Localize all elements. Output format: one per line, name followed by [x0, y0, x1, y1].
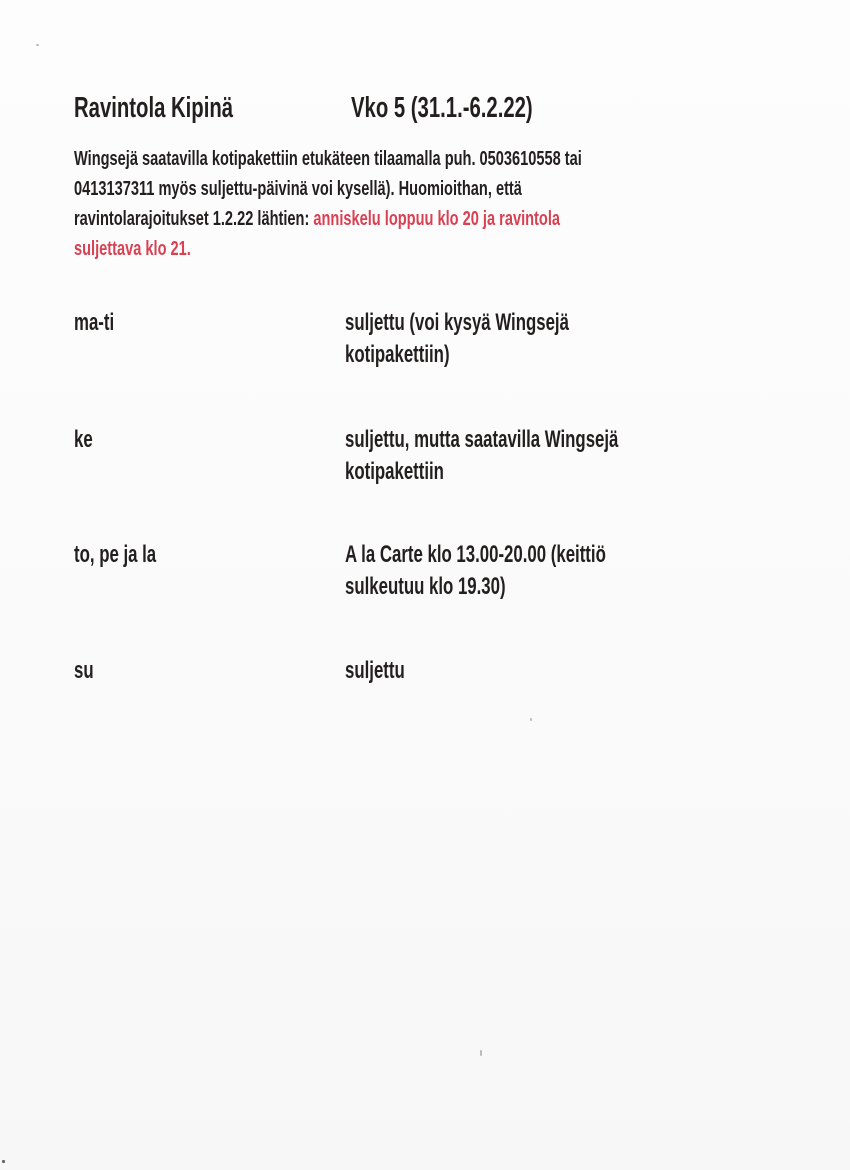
schedule-text: suljettu, mutta saatavilla Wingsejä: [345, 426, 619, 453]
schedule-text: suljettu (voi kysyä Wingsejä: [345, 309, 569, 336]
scan-speck: [480, 1050, 482, 1056]
intro-line: [74, 144, 734, 174]
intro-plain-text: ravintolarajoitukset 1.2.22 lähtien:: [74, 208, 314, 230]
intro-line-text: Wingsejä saatavilla kotipakettiin etukäteen tilaamalla puh. 0503610558 tai: [74, 148, 582, 170]
week-label: Vko 5 (31.1.-6.2.22): [351, 92, 533, 124]
intro-line-text: [74, 204, 560, 234]
schedule-text: kotipakettiin: [345, 458, 444, 485]
intro-line: [74, 234, 734, 264]
schedule-day: ke: [74, 426, 93, 453]
schedule-text: suljettu: [345, 657, 405, 684]
title-row: [74, 92, 774, 132]
schedule-text: kotipakettiin): [345, 341, 450, 368]
schedule-text: sulkeutuu klo 19.30): [345, 573, 506, 600]
intro-line: [74, 204, 734, 234]
restriction-highlight: anniskelu loppuu klo 20 ja ravintola: [313, 208, 561, 230]
restriction-highlight: suljettava klo 21.: [74, 238, 191, 260]
schedule-day: ma-ti: [74, 309, 115, 336]
intro-paragraph: [74, 144, 734, 264]
schedule-day: su: [74, 657, 94, 684]
scan-speck: [36, 44, 39, 46]
restaurant-title: Ravintola Kipinä: [74, 92, 234, 124]
schedule-day: to, pe ja la: [74, 541, 157, 568]
intro-line-text: 0413137311 myös suljettu-päivinä voi kysellä). Huomioithan, että: [74, 178, 522, 200]
scan-speck: [2, 1160, 5, 1163]
schedule-text: A la Carte klo 13.00-20.00 (keittiö: [345, 541, 606, 568]
intro-line: [74, 174, 734, 204]
scan-speck: [530, 718, 532, 721]
